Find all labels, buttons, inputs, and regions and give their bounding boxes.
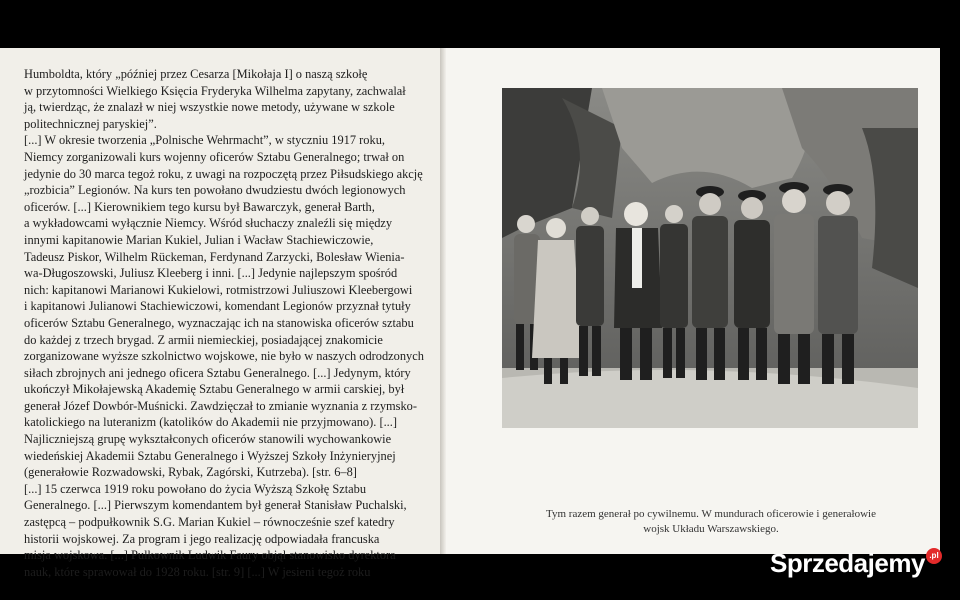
text-line: politechnicznej paryskiej”.: [24, 116, 157, 131]
text-line: wa-Długoszowski, Juliusz Kleeberg i inni. [...] Jedynie najlepszym spośród: [24, 266, 398, 281]
text-line: jedynie do 30 marca tegoż roku, z uwagi na rozpoczętą przez Piłsudskiego akcję: [24, 166, 423, 181]
body-text: [24, 66, 430, 580]
text-line: oficerów. [...] Kierownikiem tego kursu był Bawarczyk, generał Barth,: [24, 199, 375, 214]
text-line: i kapitanowi Julianowi Stachiewiczowi, komendant Legionów przyznał tytuły: [24, 299, 411, 314]
text-line: katolickiego na luteranizm (katolików do Akademii nie przyjmowano). [...]: [24, 415, 397, 430]
left-page: [0, 48, 440, 579]
text-line: oficerów Sztabu Generalnego, wyznaczając ich na stanowiska oficerów sztabu: [24, 315, 414, 330]
text-line: „rozbicia” Legionów. Na kurs ten powołano dwudziestu dwóch legionowych: [24, 183, 406, 198]
text-line: Niemcy zorganizowali kurs wojenny oficerów Sztabu Generalnego; trwał on: [24, 149, 405, 164]
text-line: generał Józef Dowbór-Muśnicki. Zawdzięczał to zmianie wyznania z rzymsko-: [24, 398, 417, 413]
text-line: misja wojskowa. [...] Pułkownik Ludwik Faury objął stanowisko dyrektora: [24, 548, 396, 563]
photo-illustration: [502, 88, 918, 428]
text-line: ją, twierdząc, że znalazł w niej wszystkie nowe metody, używane w szkole: [24, 100, 395, 115]
text-line: Tadeusz Piskor, Wilhelm Rückeman, Ferdynand Zarzycki, Bolesław Wienia-: [24, 249, 405, 264]
text-line: nauk, które sprawował do 1928 roku. [str. 9] [...] W jesieni tegoż roku: [24, 564, 371, 579]
text-line: siłach zbrojnych ani jednego oficera Sztabu Generalnego. [...] Jedynym, który: [24, 365, 411, 380]
text-line: [...] 15 czerwca 1919 roku powołano do życia Wyższą Szkołę Sztabu: [24, 481, 367, 496]
photo-caption: [516, 507, 906, 537]
text-line: zorganizowane wyższe szkolnictwo wojskowe, nie było w naszych odrodzonych: [24, 349, 424, 364]
text-line: do każdej z trzech brygad. Z armii niemieckiej, posiadającej znakomicie: [24, 332, 383, 347]
watermark-logo: Sprzedajemy: [770, 548, 925, 578]
text-line: Najliczniejszą grupę wykształconych oficerów stanowili wychowankowie: [24, 432, 392, 447]
right-page: [446, 48, 940, 554]
text-line: innymi kapitanowie Marian Kukiel, Julian i Wacław Stachiewiczowie,: [24, 232, 374, 247]
text-line: Humboldta, który „później przez Cesarza [Mikołaja I] o naszą szkołę: [24, 67, 368, 81]
text-line: wiedeńskiej Akademii Sztabu Generalnego i Wyższej Szkoły Inżynieryjnej: [24, 448, 396, 463]
group-photograph: [502, 88, 918, 428]
text-line: ukończył Mikołajewską Akademię Sztabu Generalnego w armii carskiej, był: [24, 382, 405, 397]
text-line: w przytomności Wielkiego Księcia Fryderyka Wilhelma zapytany, zachwalał: [24, 83, 406, 98]
caption-line-2: wojsk Układu Warszawskiego.: [643, 523, 779, 535]
text-line: Generalnego. [...] Pierwszym komendantem był generał Stanisław Puchalski,: [24, 498, 407, 513]
watermark-badge: .pl: [926, 548, 942, 564]
text-line: nich: kapitanowi Marianowi Kukielowi, rotmistrzowi Juliuszowi Kleebergowi: [24, 282, 413, 297]
text-line: [...] W okresie tworzenia „Polnische Wehrmacht”, w styczniu 1917 roku,: [24, 133, 385, 148]
text-line: (generałowie Rozwadowski, Rybak, Zagórski, Kutrzeba). [str. 6–8]: [24, 465, 357, 480]
text-line: historii wojskowej. Za program i jego realizację odpowiadała francuska: [24, 531, 380, 546]
text-line: a wykładowcami wyłącznie Niemcy. Wśród słuchaczy znaleźli się między: [24, 216, 393, 231]
text-line: zastępcą – podpułkownik S.G. Marian Kukiel – równocześnie szef katedry: [24, 515, 395, 530]
caption-line-1: Tym razem generał po cywilnemu. W mundurach oficerowie i generałowie: [546, 508, 876, 520]
